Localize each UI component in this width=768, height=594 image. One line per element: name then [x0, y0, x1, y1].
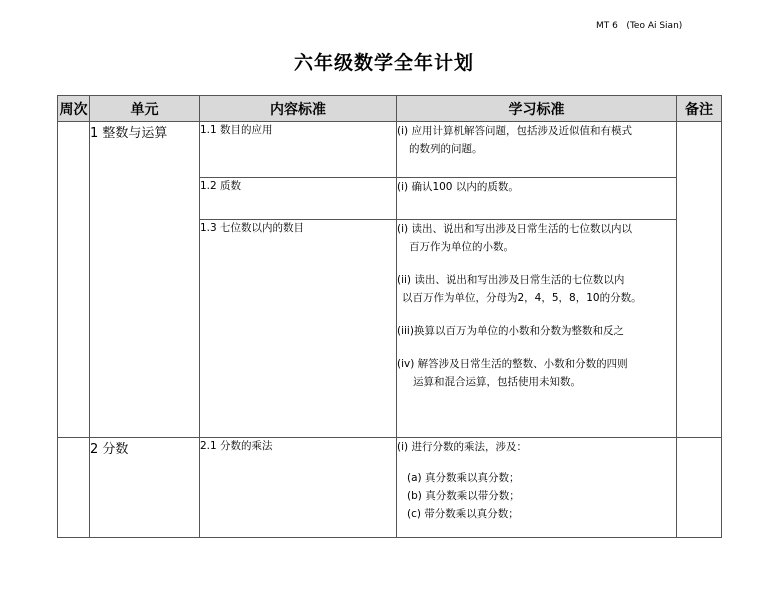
sub-standard: (a) 真分数乘以真分数； — [407, 472, 520, 484]
content-standard: 1.2 质数 — [200, 178, 397, 220]
col-remarks-header: 备注 — [677, 96, 722, 122]
content-standard: 1.1 数目的应用 — [200, 122, 397, 178]
col-content-header: 内容标准 — [200, 96, 397, 122]
standard-item: (i) 确认100 以内的质数。 — [397, 181, 519, 193]
col-learning-header: 学习标准 — [397, 96, 677, 122]
table-row — [58, 438, 722, 538]
document-title: 六年级数学全年计划 — [293, 52, 474, 74]
sub-standard: (c) 带分数乘以真分数； — [407, 508, 519, 520]
unit-name: 2 分数 — [90, 438, 200, 538]
learning-standard — [397, 220, 677, 438]
plan-table — [57, 95, 722, 538]
sub-standard: (b) 真分数乘以带分数； — [407, 490, 520, 502]
remarks-cell — [677, 122, 722, 438]
learning-standard — [397, 438, 677, 538]
week-cell — [58, 438, 90, 538]
standard-intro: (i) 进行分数的乘法，涉及： — [397, 441, 527, 453]
standard-item: (i) 读出、说出和写出涉及日常生活的七位数以内以 百万作为单位的小数。 — [397, 223, 632, 253]
col-week-header: 周次 — [58, 96, 90, 122]
learning-standard — [397, 122, 677, 178]
learning-standard — [397, 178, 677, 220]
header-note: MT 6 (Teo Ai Sian) — [596, 21, 683, 31]
remarks-cell — [677, 438, 722, 538]
standard-item: (iv) 解答涉及日常生活的整数、小数和分数的四则 运算和混合运算，包括使用未知数。 — [397, 358, 628, 388]
content-standard: 1.3 七位数以内的数目 — [200, 220, 397, 438]
standard-item: (i) 应用计算机解答问题，包括涉及近似值和有模式 的数列的问题。 — [397, 125, 632, 155]
standard-item: (iii)换算以百万为单位的小数和分数为整数和反之 — [397, 325, 624, 337]
unit-name: 1 整数与运算 — [90, 122, 200, 438]
standard-item: (ii) 读出、说出和写出涉及日常生活的七位数以内 以百万作为单位，分母为2，4，5，8，10的分数。 — [397, 274, 642, 304]
week-cell — [58, 122, 90, 438]
header-row — [58, 96, 722, 122]
content-standard: 2.1 分数的乘法 — [200, 438, 397, 538]
table-row — [58, 122, 722, 178]
col-unit-header: 单元 — [90, 96, 200, 122]
